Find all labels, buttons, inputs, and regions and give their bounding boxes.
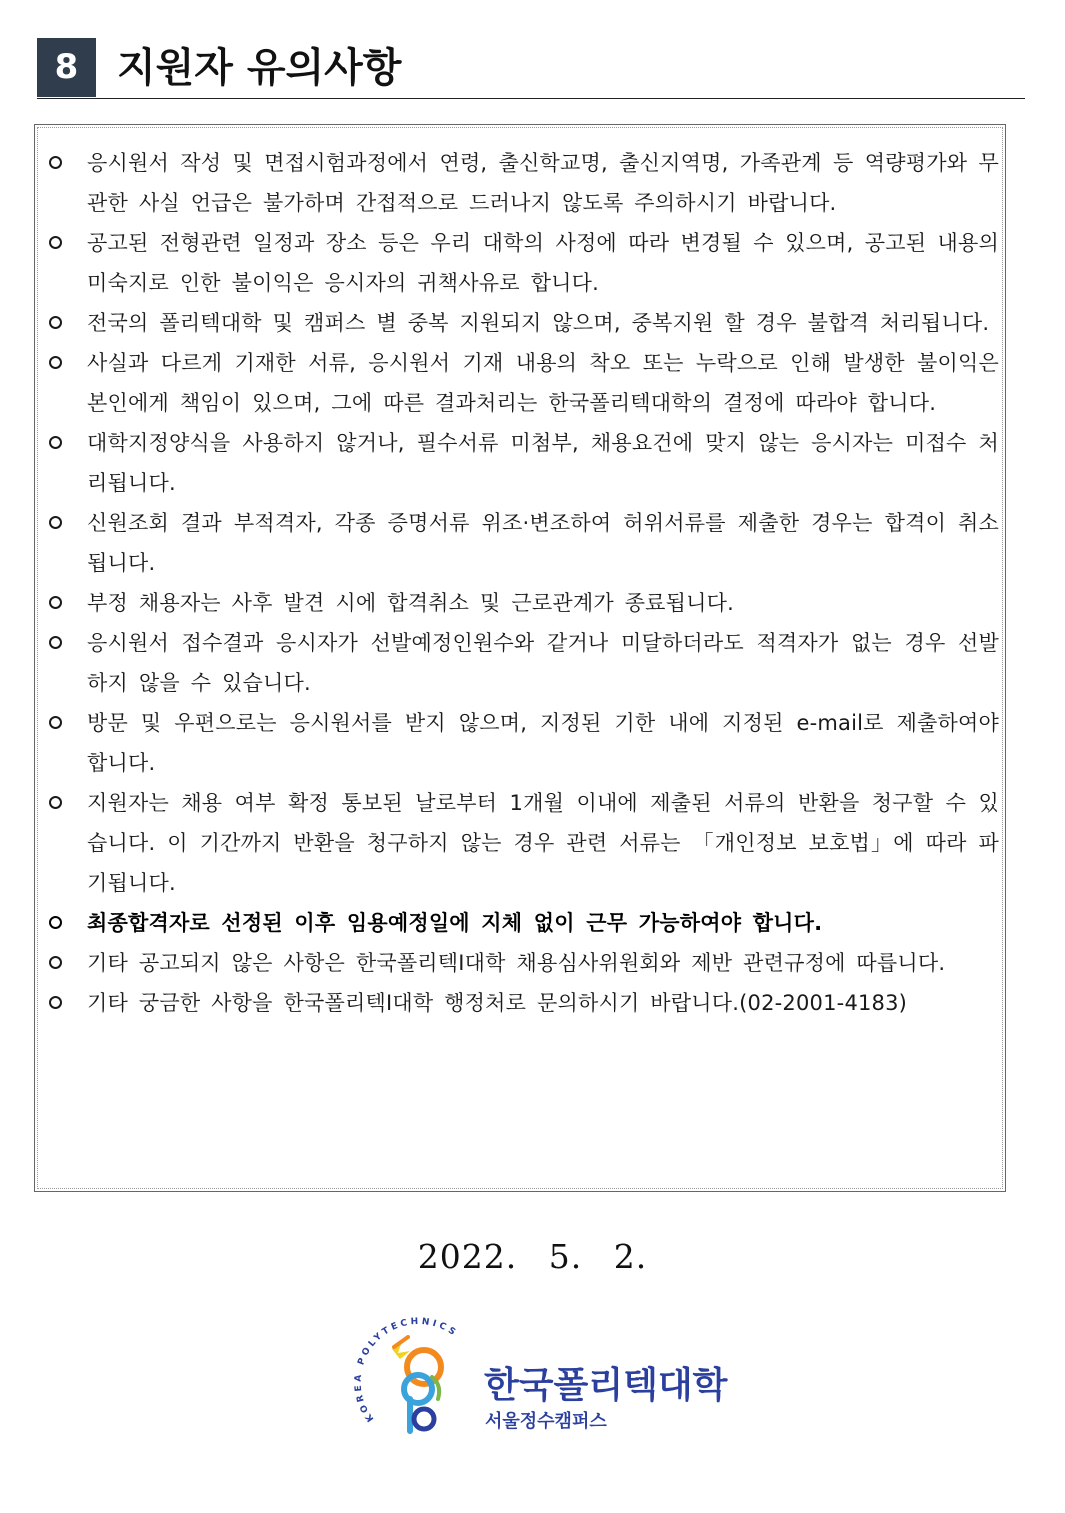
notice-text: 공고된 전형관련 일정과 장소 등은 우리 대학의 사정에 따라 변경될 수 있으며, 공고된 내용의 미숙지로 인한 불이익은 응시자의 귀책사유로 합니다. bbox=[87, 231, 999, 295]
section-number: 8 bbox=[37, 38, 96, 97]
notice-list bbox=[47, 143, 999, 1023]
circle-bullet-icon bbox=[49, 356, 62, 369]
notice-text: 기타 궁금한 사항을 한국폴리텍I대학 행정처로 문의하시기 바랍니다.(02-2001-4183) bbox=[87, 991, 908, 1015]
circle-bullet-icon bbox=[49, 596, 62, 609]
circle-bullet-icon bbox=[49, 956, 62, 969]
notice-item bbox=[47, 143, 999, 223]
notice-text: 사실과 다르게 기재한 서류, 응시원서 기재 내용의 착오 또는 누락으로 인해 발생한 불이익은 본인에게 책임이 있으며, 그에 따른 결과처리는 한국폴리텍대학의 결정에 따라야 합니다. bbox=[87, 351, 999, 415]
notice-text: 응시원서 접수결과 응시자가 선발예정인원수와 같거나 미달하더라도 적격자가 없는 경우 선발하지 않을 수 있습니다. bbox=[87, 631, 999, 695]
notice-text: 지원자는 채용 여부 확정 통보된 날로부터 1개월 이내에 제출된 서류의 반환을 청구할 수 있습니다. 이 기간까지 반환을 청구하지 않는 경우 관련 서류는 「개인정보 보호법」에 따라 파기됩니다. bbox=[87, 791, 999, 895]
circle-bullet-icon bbox=[49, 516, 62, 529]
notice-text: 부정 채용자는 사후 발견 시에 합격취소 및 근로관계가 종료됩니다. bbox=[87, 591, 734, 615]
notice-item bbox=[47, 983, 999, 1023]
notice-box bbox=[34, 124, 1006, 1192]
circle-bullet-icon bbox=[49, 636, 62, 649]
notice-item bbox=[47, 223, 999, 303]
notice-item bbox=[47, 503, 999, 583]
logo-ring-text: KOREA POLYTECHNICS bbox=[353, 1316, 460, 1424]
circle-bullet-icon bbox=[49, 796, 62, 809]
notice-text: 방문 및 우편으로는 응시원서를 받지 않으며, 지정된 기한 내에 지정된 e-mail로 제출하여야 합니다. bbox=[87, 711, 999, 775]
polytechnics-emblem-icon bbox=[352, 1307, 482, 1437]
notice-text: 대학지정양식을 사용하지 않거나, 필수서류 미첨부, 채용요건에 맞지 않는 응시자는 미접수 처리됩니다. bbox=[87, 431, 999, 495]
section-title: 지원자 유의사항 bbox=[117, 45, 402, 91]
notice-item bbox=[47, 943, 999, 983]
circle-bullet-icon bbox=[49, 156, 62, 169]
section-header bbox=[37, 38, 1025, 99]
document-date: 2022. 5. 2. bbox=[417, 1237, 648, 1276]
logo-university-name: 한국폴리텍대학 bbox=[484, 1365, 728, 1406]
notice-item bbox=[47, 343, 999, 423]
notice-text: 신원조회 결과 부적격자, 각종 증명서류 위조·변조하여 허위서류를 제출한 경우는 합격이 취소됩니다. bbox=[87, 511, 999, 575]
notice-text: 응시원서 작성 및 면접시험과정에서 연령, 출신학교명, 출신지역명, 가족관계 등 역량평가와 무관한 사실 언급은 불가하며 간접적으로 드러나지 않도록 주의하시기 바랍니다. bbox=[87, 151, 999, 215]
notice-item bbox=[47, 703, 999, 783]
circle-bullet-icon bbox=[49, 436, 62, 449]
notice-item bbox=[47, 583, 999, 623]
university-logo bbox=[352, 1307, 728, 1437]
circle-bullet-icon bbox=[49, 236, 62, 249]
circle-bullet-icon bbox=[49, 716, 62, 729]
notice-item bbox=[47, 303, 999, 343]
circle-bullet-icon bbox=[49, 996, 62, 1009]
circle-bullet-icon bbox=[49, 916, 62, 929]
notice-text: 기타 공고되지 않은 사항은 한국폴리텍I대학 채용심사위원회와 제반 관련규정에 따릅니다. bbox=[87, 951, 946, 975]
logo-campus-name: 서울정수캠퍼스 bbox=[485, 1411, 607, 1432]
notice-text: 최종합격자로 선정된 이후 임용예정일에 지체 없이 근무 가능하여야 합니다. bbox=[87, 911, 823, 935]
notice-item bbox=[47, 903, 999, 943]
notice-item bbox=[47, 783, 999, 903]
notice-text: 전국의 폴리텍대학 및 캠퍼스 별 중복 지원되지 않으며, 중복지원 할 경우 불합격 처리됩니다. bbox=[87, 311, 990, 335]
circle-bullet-icon bbox=[49, 316, 62, 329]
notice-item bbox=[47, 623, 999, 703]
notice-item bbox=[47, 423, 999, 503]
